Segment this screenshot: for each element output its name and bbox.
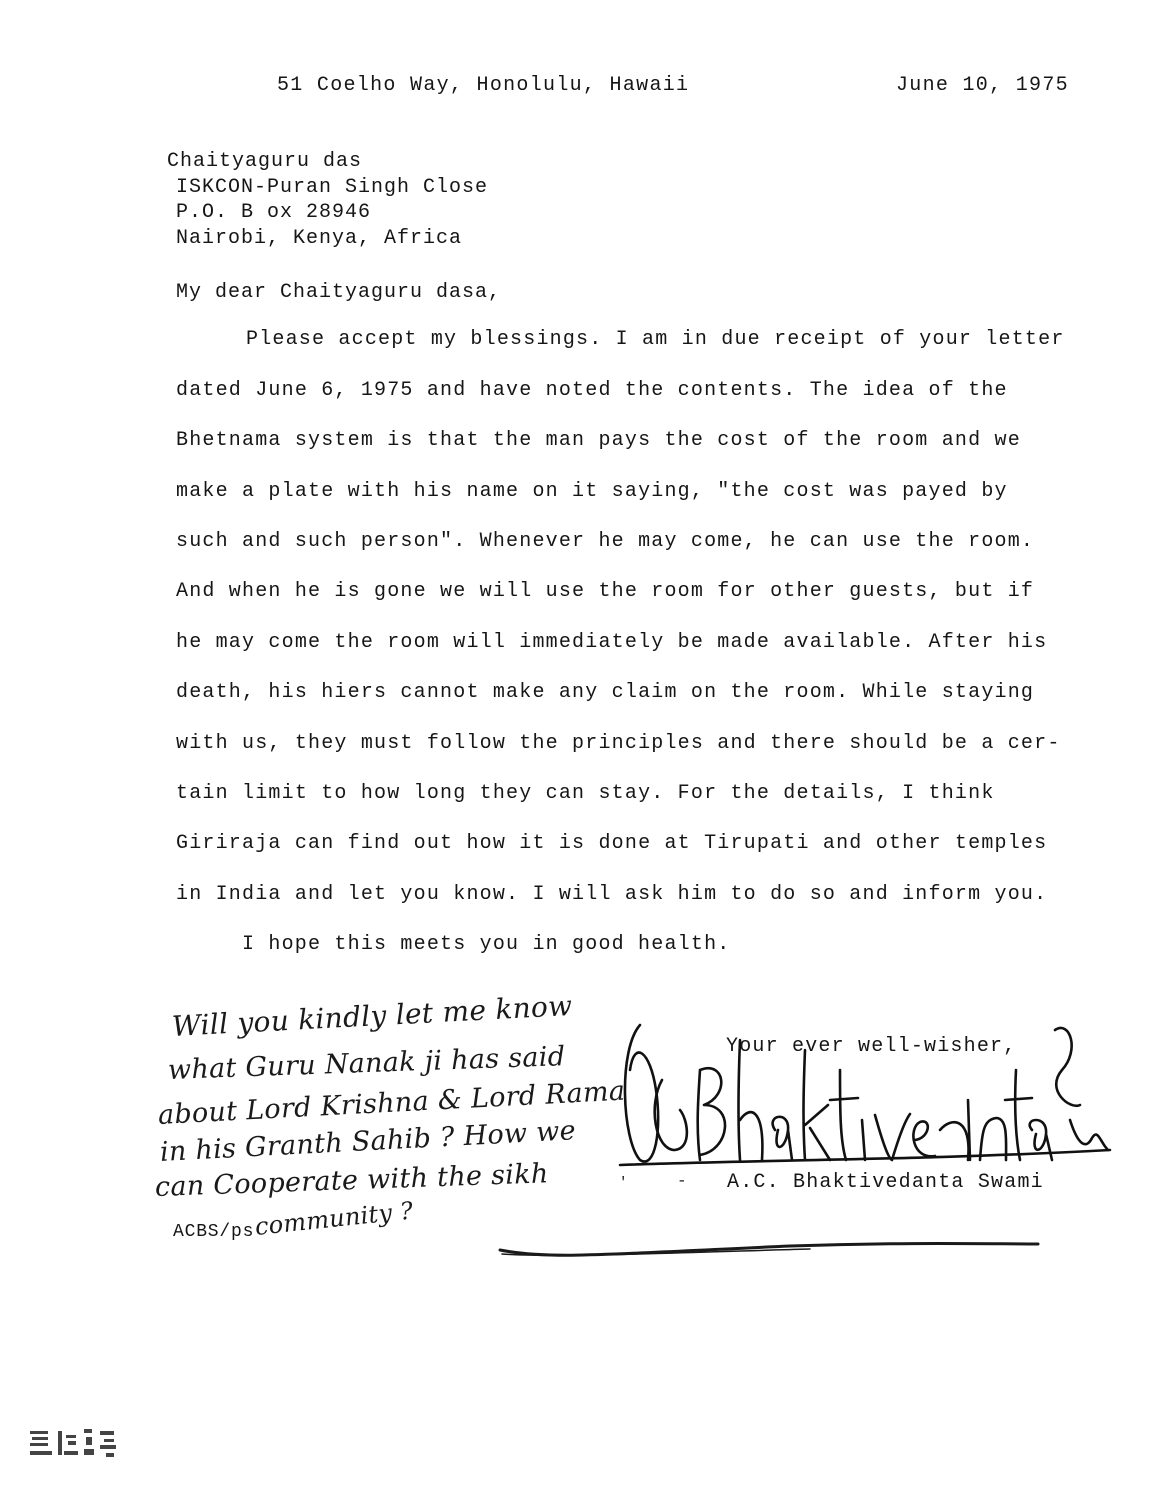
reference-initials: ACBS/ps — [173, 1222, 255, 1242]
body-line: make a plate with his name on it saying, "the cost was payed by — [176, 480, 1008, 503]
body-line: Please accept my blessings. I am in due receipt of your letter — [246, 328, 1065, 351]
recipient-name: Chaityaguru das — [167, 150, 363, 173]
recipient-line-3: Nairobi, Kenya, Africa — [176, 227, 463, 250]
salutation: My dear Chaityaguru dasa, — [176, 281, 502, 304]
handwritten-note-line: what Guru Nanak ji has said — [167, 1041, 566, 1086]
valediction: Your ever well-wisher, — [726, 1035, 1017, 1058]
letter-date: June 10, 1975 — [896, 74, 1069, 97]
sender-address: 51 Coelho Way, Honolulu, Hawaii — [277, 74, 690, 97]
body-line: dated June 6, 1975 and have noted the contents. The idea of the — [176, 379, 1008, 402]
handwritten-note-line: Will you kindly let me know — [171, 989, 574, 1043]
body-line: Giriraja can find out how it is done at Tirupati and other temples — [176, 832, 1048, 855]
handwritten-note-line: about Lord Krishna & Lord Rama — [157, 1075, 626, 1131]
recipient-line-2: P.O. B ox 28946 — [176, 201, 372, 224]
pen-stroke — [490, 1232, 1050, 1272]
handwritten-note-line: community ? — [253, 1196, 415, 1241]
body-line: And when he is gone we will use the room for other guests, but if — [176, 580, 1035, 603]
handwritten-note-line: can Cooperate with the sikh — [154, 1158, 550, 1203]
handwritten-note-line: in his Granth Sahib ? How we — [159, 1115, 577, 1168]
closing-line: I hope this meets you in good health. — [242, 933, 731, 956]
recipient-line-1: ISKCON-Puran Singh Close — [176, 176, 489, 199]
body-line: tain limit to how long they can stay. For the details, I think — [176, 782, 995, 805]
archive-stamp-logo — [28, 1427, 128, 1463]
body-line: he may come the room will immediately be made available. After his — [176, 631, 1048, 654]
handwritten-signature — [600, 1010, 1120, 1180]
body-line: with us, they must follow the principles and there should be a cer- — [176, 732, 1061, 755]
body-line: death, his hiers cannot make any claim on the room. While staying — [176, 681, 1035, 704]
stray-mark: - — [677, 1172, 687, 1190]
body-line: in India and let you know. I will ask him to do so and inform you. — [176, 883, 1048, 906]
body-line: Bhetnama system is that the man pays the cost of the room and we — [176, 429, 1021, 452]
stray-mark: ' — [619, 1175, 628, 1191]
body-line: such and such person". Whenever he may come, he can use the room. — [176, 530, 1035, 553]
signature-name: A.C. Bhaktivedanta Swami — [727, 1171, 1044, 1194]
